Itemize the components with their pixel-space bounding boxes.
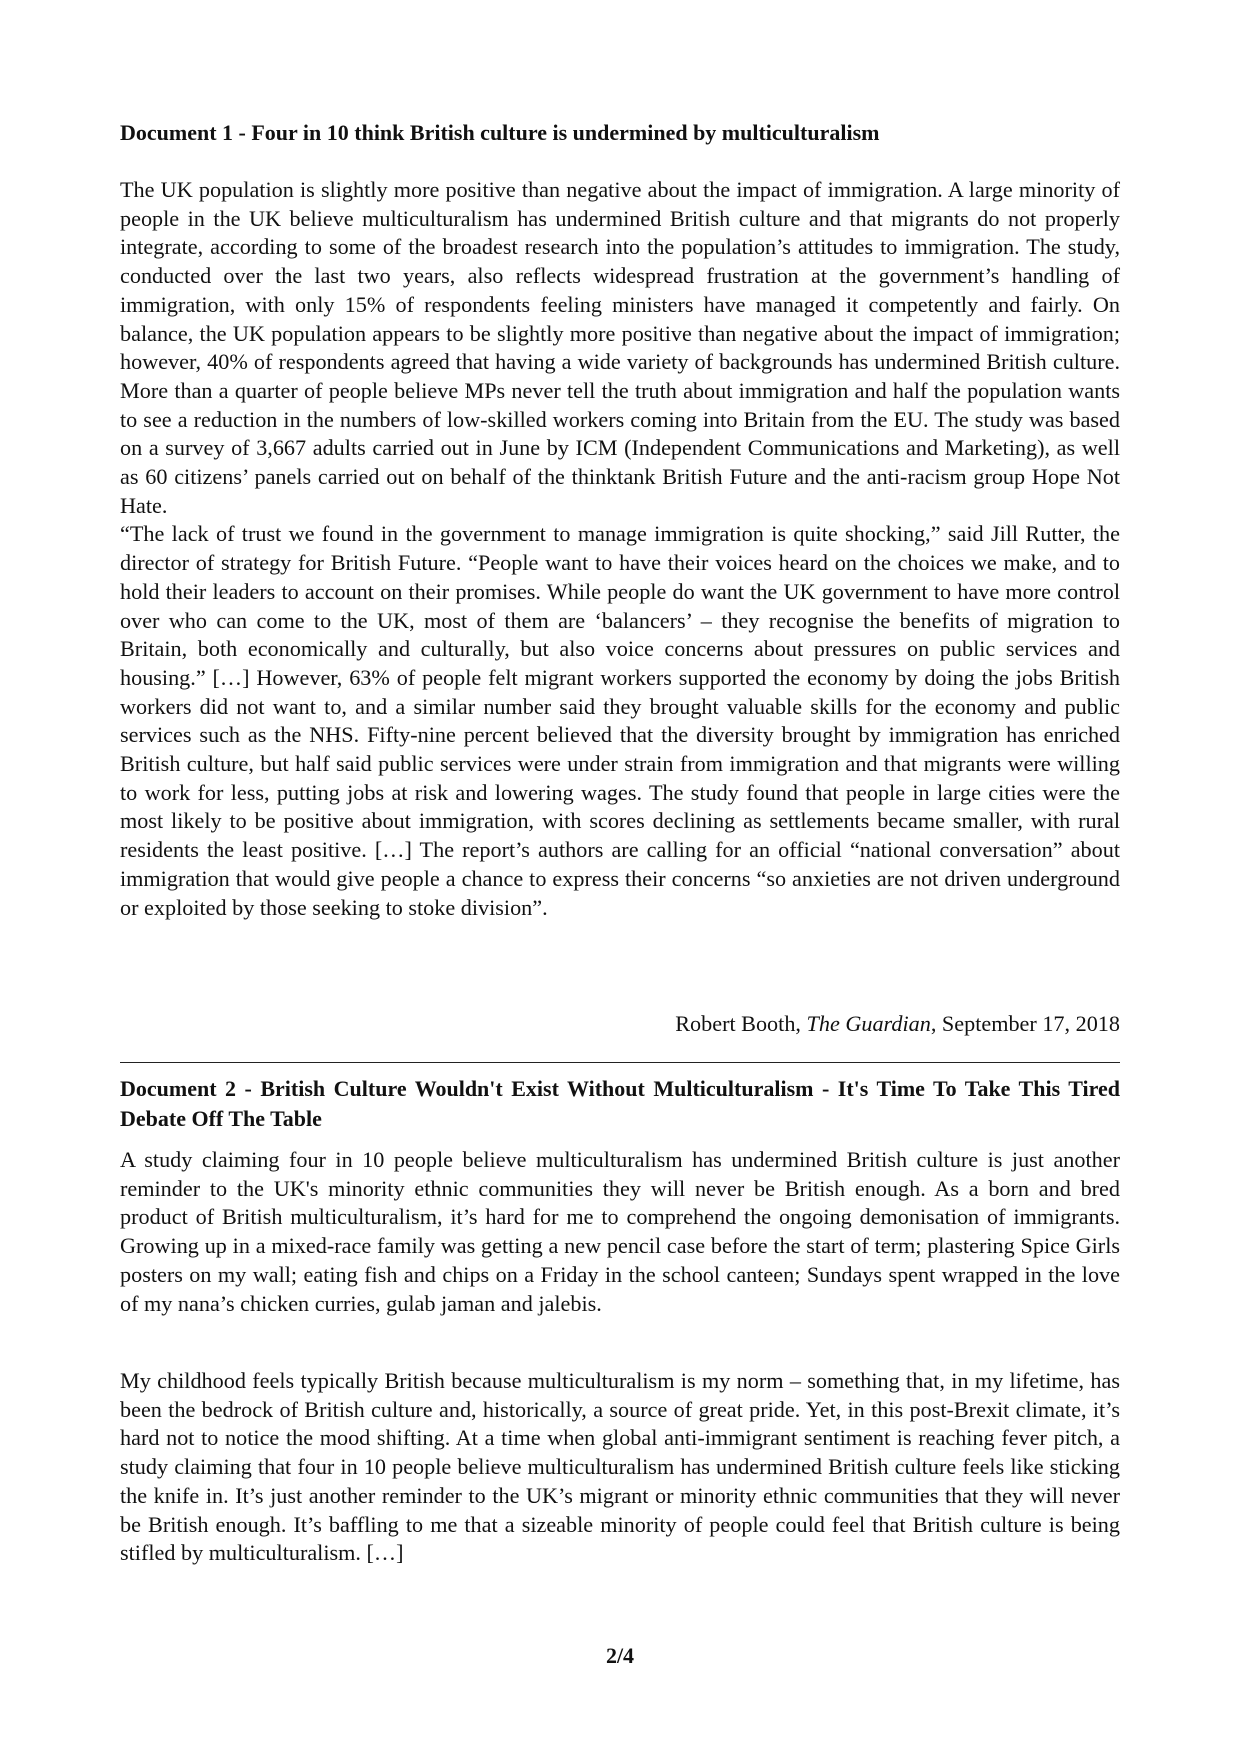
document1-body	[120, 176, 1120, 922]
document2-paragraph-1: A study claiming four in 10 people believe multiculturalism has undermined British culture is just another reminder to the UK's minority ethnic communities they will never be British enough. As a born and bred product of British multiculturalism, it’s hard for me to comprehend the ongoing demonisation of immigrants. Growing up in a mixed-race family was getting a new pencil case before the start of term; plastering Spice Girls posters on my wall; eating fish and chips on a Friday in the school canteen; Sundays spent wrapped in the love of my nana’s chicken curries, gulab jaman and jalebis.	[120, 1147, 1120, 1316]
page-number: 2/4	[605, 1643, 635, 1668]
document2-paragraph-2: My childhood feels typically British because multiculturalism is my norm – something that, in my lifetime, has been the bedrock of British culture and, historically, a source of great pride. Yet, in this post-Brexit climate, it’s hard not to notice the mood shifting. At a time when global anti-immigrant sentiment is reaching fever pitch, a study claiming that four in 10 people believe multiculturalism has undermined British culture feels like sticking the knife in. It’s just another reminder to the UK’s migrant or minority ethnic communities that they will never be British enough. It’s baffling to me that a sizeable minority of people could feel that British culture is being stifled by multiculturalism. […]	[120, 1368, 1120, 1566]
document1-paragraph-2: “The lack of trust we found in the government to manage immigration is quite shocking,” said Jill Rutter, the director of strategy for British Future. “People want to have their voices heard on the choices we make, and to hold their leaders to account on their promises. While people do want the UK government to have more control over who can come to the UK, most of them are ‘balancers’ – they recognise the benefits of migration to Britain, both economically and culturally, but also voice concerns about pressures on public services and housing.” […] However, 63% of people felt migrant workers supported the economy by doing the jobs British workers did not want to, and a similar number said they brought valuable skills for the economy and public services such as the NHS. Fifty-nine percent believed that the diversity brought by immigration has enriched British culture, but half said public services were under strain from immigration and that migrants were willing to work for less, putting jobs at risk and lowering wages. The study found that people in large cities were the most likely to be positive about immigration, with scores declining as settlements became smaller, with rural residents the least positive. […] The report’s authors are calling for an official “national conversation” about immigration that would give people a chance to express their concerns “so anxieties are not driven underground or exploited by those seeking to stoke division”.	[120, 521, 1120, 920]
byline-author: Robert Booth,	[675, 1011, 807, 1036]
byline-date: , September 17, 2018	[930, 1011, 1120, 1036]
document1-title: Document 1 - Four in 10 think British culture is undermined by multiculturalism	[120, 120, 880, 145]
document2-title: Document 2 - British Culture Wouldn't Exist Without Multiculturalism - It's Time To Take This Tired Debate Off The Table	[120, 1076, 1120, 1131]
section-divider	[120, 1062, 1120, 1063]
document1-paragraph-1: The UK population is slightly more positive than negative about the impact of immigration. A large minority of people in the UK believe multiculturalism has undermined British culture and that migrants do not properly integrate, according to some of the broadest research into the population’s attitudes to immigration. The study, conducted over the last two years, also reflects widespread frustration at the government’s handling of immigration, with only 15% of respondents feeling ministers have managed it competently and fairly. On balance, the UK population appears to be slightly more positive than negative about the impact of immigration; however, 40% of respondents agreed that having a wide variety of backgrounds has undermined British culture. More than a quarter of people believe MPs never tell the truth about immigration and half the population wants to see a reduction in the numbers of low-skilled workers coming into Britain from the EU. The study was based on a survey of 3,667 adults carried out in June by ICM (Independent Communications and Marketing), as well as 60 citizens’ panels carried out on behalf of the thinktank British Future and the anti-racism group Hope Not Hate.	[120, 177, 1120, 518]
document1-byline	[120, 1010, 1120, 1038]
byline-publication: The Guardian	[806, 1011, 931, 1036]
